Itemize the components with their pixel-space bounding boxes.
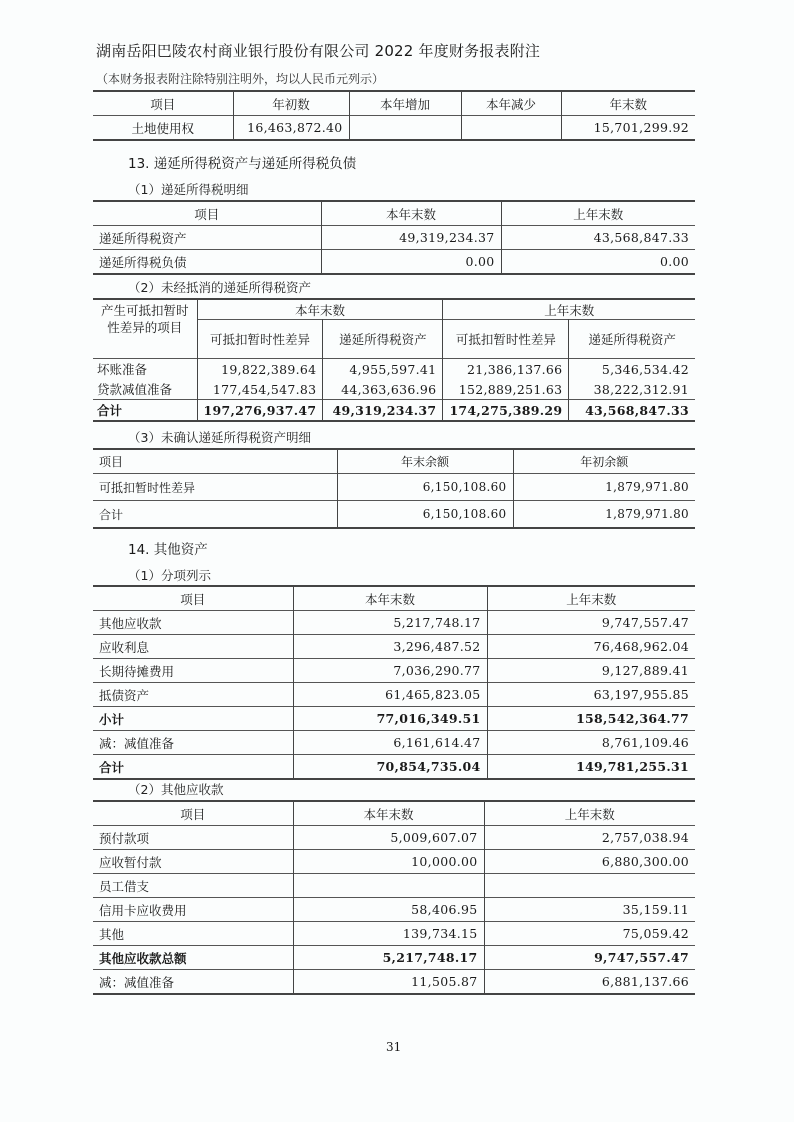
table-row bbox=[93, 970, 695, 995]
cell-current: 3,296,487.52 bbox=[293, 635, 487, 659]
currency-note: （本财务报表附注除特别注明外，均以人民币元列示） bbox=[96, 72, 385, 86]
cell-current: 11,505.87 bbox=[293, 970, 484, 995]
cell-item: 减：减值准备 bbox=[93, 731, 293, 755]
table-header-row bbox=[93, 449, 695, 474]
col-header-prior: 上年末数 bbox=[487, 586, 695, 611]
col-header-prior-diff: 可抵扣暂时性差异 bbox=[443, 320, 569, 359]
cell-current: 5,009,607.07 bbox=[293, 826, 484, 850]
cell-item: 其他 bbox=[93, 922, 293, 946]
col-header-prior: 上年末数 bbox=[501, 201, 695, 226]
cell-closing: 6,150,108.60 bbox=[337, 501, 513, 529]
col-header-current: 本年末数 bbox=[321, 201, 501, 226]
col-header-current-dta: 递延所得税资产 bbox=[323, 320, 443, 359]
cell-item: 其他应收款 bbox=[93, 611, 293, 635]
table-subtotal-row bbox=[93, 707, 695, 731]
cell-current: 0.00 bbox=[321, 250, 501, 275]
col-header-closing: 年末数 bbox=[561, 91, 695, 116]
cell-current: 10,000.00 bbox=[293, 850, 484, 874]
cell-prior: 0.00 bbox=[501, 250, 695, 275]
cell-closing: 6,150,108.60 bbox=[337, 474, 513, 501]
table-row bbox=[93, 474, 695, 501]
cell-prior: 9,747,557.47 bbox=[484, 946, 695, 970]
cell-current: 70,854,735.04 bbox=[293, 755, 487, 780]
section-14-2-title: （2）其他应收款 bbox=[128, 782, 224, 797]
table-row bbox=[93, 850, 695, 874]
col-header-item: 项目 bbox=[93, 586, 293, 611]
cell-item: 可抵扣暂时性差异 bbox=[93, 474, 337, 501]
land-use-rights-table bbox=[93, 90, 695, 141]
cell-item: 合计 bbox=[93, 501, 337, 529]
col-group-current: 本年末数 bbox=[197, 299, 443, 320]
cell-prior: 43,568,847.33 bbox=[501, 226, 695, 250]
cell-current: 77,016,349.51 bbox=[293, 707, 487, 731]
cell-item: 合计 bbox=[93, 400, 197, 422]
col-header-item: 产生可抵扣暂时性差异的项目 bbox=[93, 299, 197, 359]
cell-current: 139,734.15 bbox=[293, 922, 484, 946]
cell-current-diff: 177,454,547.83 bbox=[197, 379, 323, 400]
other-receivables-table bbox=[93, 800, 695, 995]
cell-prior: 158,542,364.77 bbox=[487, 707, 695, 731]
section-13-3-title: （3）未确认递延所得税资产明细 bbox=[128, 430, 311, 445]
cell-prior-diff: 174,275,389.29 bbox=[443, 400, 569, 422]
table-row bbox=[93, 379, 695, 400]
section-13-title: 13. 递延所得税资产与递延所得税负债 bbox=[128, 156, 357, 172]
cell-prior: 9,747,557.47 bbox=[487, 611, 695, 635]
col-header-prior-dta: 递延所得税资产 bbox=[569, 320, 695, 359]
col-header-closing: 年末余额 bbox=[337, 449, 513, 474]
table-row bbox=[93, 683, 695, 707]
cell-current-dta: 49,319,234.37 bbox=[323, 400, 443, 422]
cell-current: 5,217,748.17 bbox=[293, 946, 484, 970]
table-header-row bbox=[93, 801, 695, 826]
table-header-row bbox=[93, 586, 695, 611]
cell-item: 长期待摊费用 bbox=[93, 659, 293, 683]
cell-prior: 63,197,955.85 bbox=[487, 683, 695, 707]
cell-current-diff: 197,276,937.47 bbox=[197, 400, 323, 422]
cell-item: 应收暂付款 bbox=[93, 850, 293, 874]
cell-item: 递延所得税负债 bbox=[93, 250, 321, 275]
cell-increase bbox=[349, 116, 461, 141]
cell-item: 应收利息 bbox=[93, 635, 293, 659]
cell-item: 土地使用权 bbox=[93, 116, 233, 141]
section-13-2-title: （2）未经抵消的递延所得税资产 bbox=[128, 280, 311, 295]
cell-prior: 75,059.42 bbox=[484, 922, 695, 946]
cell-current-dta: 4,955,597.41 bbox=[323, 359, 443, 380]
table-total-row bbox=[93, 501, 695, 529]
cell-prior-dta: 43,568,847.33 bbox=[569, 400, 695, 422]
cell-item: 合计 bbox=[93, 755, 293, 780]
col-header-item: 项目 bbox=[93, 91, 233, 116]
cell-item: 其他应收款总额 bbox=[93, 946, 293, 970]
table-row bbox=[93, 611, 695, 635]
cell-closing: 15,701,299.92 bbox=[561, 116, 695, 141]
cell-prior: 8,761,109.46 bbox=[487, 731, 695, 755]
document-title: 湖南岳阳巴陵农村商业银行股份有限公司 2022 年度财务报表附注 bbox=[96, 42, 541, 60]
cell-decrease bbox=[461, 116, 561, 141]
cell-current: 49,319,234.37 bbox=[321, 226, 501, 250]
cell-prior-dta: 5,346,534.42 bbox=[569, 359, 695, 380]
cell-current: 6,161,614.47 bbox=[293, 731, 487, 755]
table-row bbox=[93, 250, 695, 275]
section-14-1-title: （1）分项列示 bbox=[128, 568, 211, 583]
table-row bbox=[93, 874, 695, 898]
cell-prior-dta: 38,222,312.91 bbox=[569, 379, 695, 400]
col-header-item: 项目 bbox=[93, 449, 337, 474]
cell-item: 信用卡应收费用 bbox=[93, 898, 293, 922]
cell-prior bbox=[484, 874, 695, 898]
cell-current: 5,217,748.17 bbox=[293, 611, 487, 635]
cell-prior: 6,880,300.00 bbox=[484, 850, 695, 874]
cell-item: 抵债资产 bbox=[93, 683, 293, 707]
col-header-increase: 本年增加 bbox=[349, 91, 461, 116]
cell-item: 小计 bbox=[93, 707, 293, 731]
col-header-opening: 年初余额 bbox=[513, 449, 695, 474]
cell-item: 预付款项 bbox=[93, 826, 293, 850]
deferred-tax-detail-table bbox=[93, 200, 695, 275]
cell-prior: 76,468,962.04 bbox=[487, 635, 695, 659]
cell-opening: 1,879,971.80 bbox=[513, 501, 695, 529]
cell-current: 7,036,290.77 bbox=[293, 659, 487, 683]
cell-prior-diff: 152,889,251.63 bbox=[443, 379, 569, 400]
cell-prior-diff: 21,386,137.66 bbox=[443, 359, 569, 380]
cell-item: 员工借支 bbox=[93, 874, 293, 898]
col-header-opening: 年初数 bbox=[233, 91, 349, 116]
table-header-row bbox=[93, 299, 695, 320]
section-14-title: 14. 其他资产 bbox=[128, 542, 208, 558]
page-number: 31 bbox=[386, 1040, 402, 1054]
cell-prior: 9,127,889.41 bbox=[487, 659, 695, 683]
table-total-row bbox=[93, 400, 695, 422]
col-header-current-diff: 可抵扣暂时性差异 bbox=[197, 320, 323, 359]
col-header-current: 本年末数 bbox=[293, 801, 484, 826]
cell-current: 61,465,823.05 bbox=[293, 683, 487, 707]
cell-current-diff: 19,822,389.64 bbox=[197, 359, 323, 380]
other-assets-table bbox=[93, 585, 695, 780]
cell-item: 递延所得税资产 bbox=[93, 226, 321, 250]
unrecognized-deferred-tax-table bbox=[93, 448, 695, 529]
cell-prior: 6,881,137.66 bbox=[484, 970, 695, 995]
col-group-prior: 上年末数 bbox=[443, 299, 695, 320]
section-13-1-title: （1）递延所得税明细 bbox=[128, 182, 249, 197]
table-total-row bbox=[93, 755, 695, 780]
cell-prior: 149,781,255.31 bbox=[487, 755, 695, 780]
cell-current bbox=[293, 874, 484, 898]
table-row bbox=[93, 922, 695, 946]
table-header-row bbox=[93, 91, 695, 116]
cell-item: 坏账准备 bbox=[93, 359, 197, 380]
table-row bbox=[93, 898, 695, 922]
cell-item: 减：减值准备 bbox=[93, 970, 293, 995]
cell-prior: 35,159.11 bbox=[484, 898, 695, 922]
table-row bbox=[93, 359, 695, 380]
table-row bbox=[93, 226, 695, 250]
col-header-decrease: 本年减少 bbox=[461, 91, 561, 116]
cell-current-dta: 44,363,636.96 bbox=[323, 379, 443, 400]
cell-opening: 1,879,971.80 bbox=[513, 474, 695, 501]
cell-item: 贷款减值准备 bbox=[93, 379, 197, 400]
cell-prior: 2,757,038.94 bbox=[484, 826, 695, 850]
cell-current: 58,406.95 bbox=[293, 898, 484, 922]
table-header-row bbox=[93, 201, 695, 226]
table-row bbox=[93, 116, 695, 141]
unoffset-deferred-tax-table bbox=[93, 298, 695, 422]
table-row bbox=[93, 826, 695, 850]
table-row bbox=[93, 659, 695, 683]
col-header-prior: 上年末数 bbox=[484, 801, 695, 826]
table-row bbox=[93, 731, 695, 755]
col-header-current: 本年末数 bbox=[293, 586, 487, 611]
cell-opening: 16,463,872.40 bbox=[233, 116, 349, 141]
table-total-row bbox=[93, 946, 695, 970]
col-header-item: 项目 bbox=[93, 201, 321, 226]
col-header-item: 项目 bbox=[93, 801, 293, 826]
table-row bbox=[93, 635, 695, 659]
